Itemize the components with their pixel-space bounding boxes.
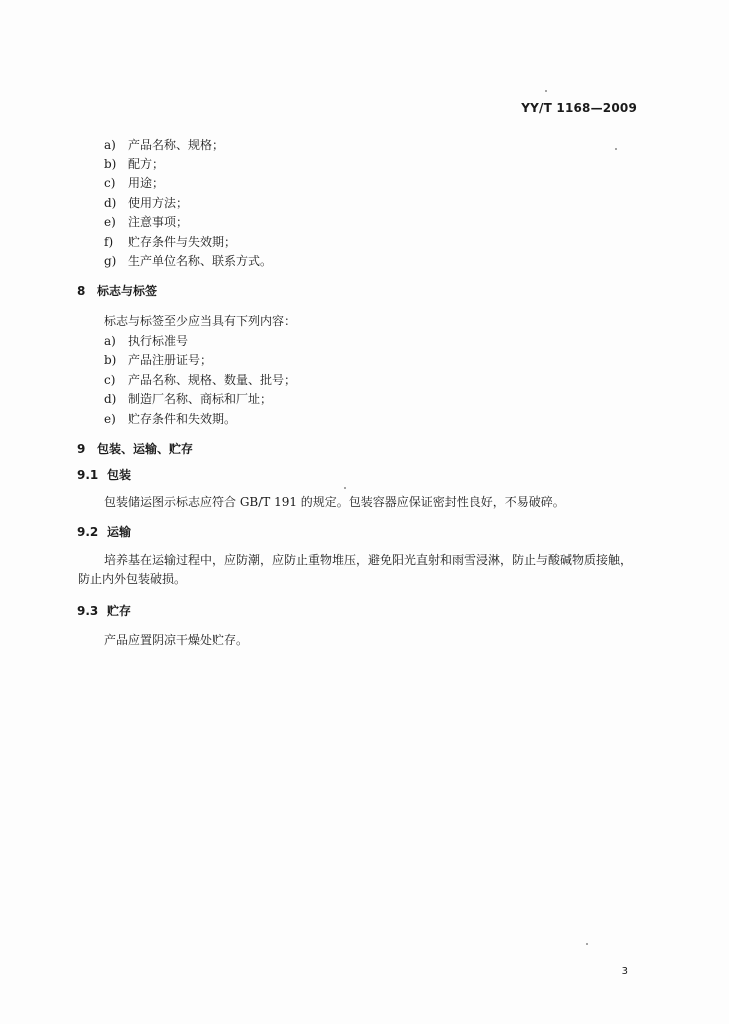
- list-item: [104, 333, 188, 349]
- list-item-mark: d): [104, 392, 117, 406]
- subsection-9-2-text: 培养基在运输过程中，应防潮，应防止重物堆压，避免阳光直射和雨雪浸淋，防止与酸碱物质接触，防止内外包装破损。: [78, 553, 633, 586]
- subsection-number: 9.1: [77, 468, 99, 482]
- subsection-title: 运输: [107, 525, 132, 539]
- list-item-text: 注意事项；: [128, 215, 189, 229]
- list-item-text: 产品名称、规格；: [128, 138, 225, 152]
- subsection-number: 9.3: [77, 604, 99, 618]
- scan-speck: [586, 943, 588, 945]
- list-item-mark: c): [104, 373, 116, 387]
- subsection-9-1-text: 包装储运图示标志应符合 GB/T 191 的规定。包装容器应保证密封性良好，不易破碎。: [104, 495, 565, 509]
- section-number: 8: [77, 284, 86, 298]
- list-item: [104, 372, 296, 388]
- list-item: [104, 214, 188, 230]
- scan-speck: [615, 148, 617, 150]
- list-item-text: 用途；: [128, 176, 165, 190]
- list-item-text: 产品注册证号；: [128, 353, 213, 367]
- scan-speck: [545, 90, 547, 92]
- list-item-mark: f): [104, 235, 114, 249]
- subsection-9-3-heading: [77, 603, 131, 619]
- list-item-text: 配方；: [128, 157, 165, 171]
- list-item: [104, 156, 164, 172]
- list-item-mark: b): [104, 157, 117, 171]
- section-number: 9: [77, 442, 86, 456]
- subsection-number: 9.2: [77, 525, 99, 539]
- list-item-mark: g): [104, 254, 117, 268]
- subsection-title: 包装: [107, 468, 132, 482]
- list-item: [104, 391, 272, 407]
- list-item-mark: a): [104, 334, 116, 348]
- list-item-mark: c): [104, 176, 116, 190]
- section-title: 标志与标签: [97, 284, 158, 298]
- list-item: [104, 137, 224, 153]
- section-8-intro: 标志与标签至少应当具有下列内容：: [104, 314, 297, 328]
- subsection-9-3-text: 产品应置阴凉干燥处贮存。: [104, 633, 249, 647]
- list-item: [104, 411, 236, 427]
- subsection-title: 贮存: [107, 604, 132, 618]
- list-item-mark: d): [104, 196, 117, 210]
- list-item: [104, 253, 272, 269]
- section-title: 包装、运输、贮存: [97, 442, 194, 456]
- list-item-text: 贮存条件与失效期；: [128, 235, 237, 249]
- list-item-text: 贮存条件和失效期。: [128, 412, 237, 426]
- section-8-heading: [77, 283, 157, 299]
- list-item-mark: e): [104, 412, 116, 426]
- list-item-mark: a): [104, 138, 116, 152]
- list-item: [104, 352, 212, 368]
- list-item: [104, 175, 164, 191]
- list-item-mark: b): [104, 353, 117, 367]
- list-item-text: 生产单位名称、联系方式。: [128, 254, 273, 268]
- scan-speck: [344, 487, 346, 489]
- list-item-text: 制造厂名称、商标和厂址；: [128, 392, 273, 406]
- list-item-text: 使用方法；: [128, 196, 189, 210]
- list-item-text: 执行标准号: [128, 334, 189, 348]
- standard-code: YY/T 1168—2009: [521, 101, 637, 115]
- subsection-9-1-heading: [77, 467, 131, 483]
- subsection-9-2-heading: [77, 524, 131, 540]
- section-9-heading: [77, 441, 193, 457]
- list-item-text: 产品名称、规格、数量、批号；: [128, 373, 297, 387]
- list-item: [104, 234, 236, 250]
- page-number: 3: [621, 966, 628, 977]
- list-item-mark: e): [104, 215, 116, 229]
- list-item: [104, 195, 188, 211]
